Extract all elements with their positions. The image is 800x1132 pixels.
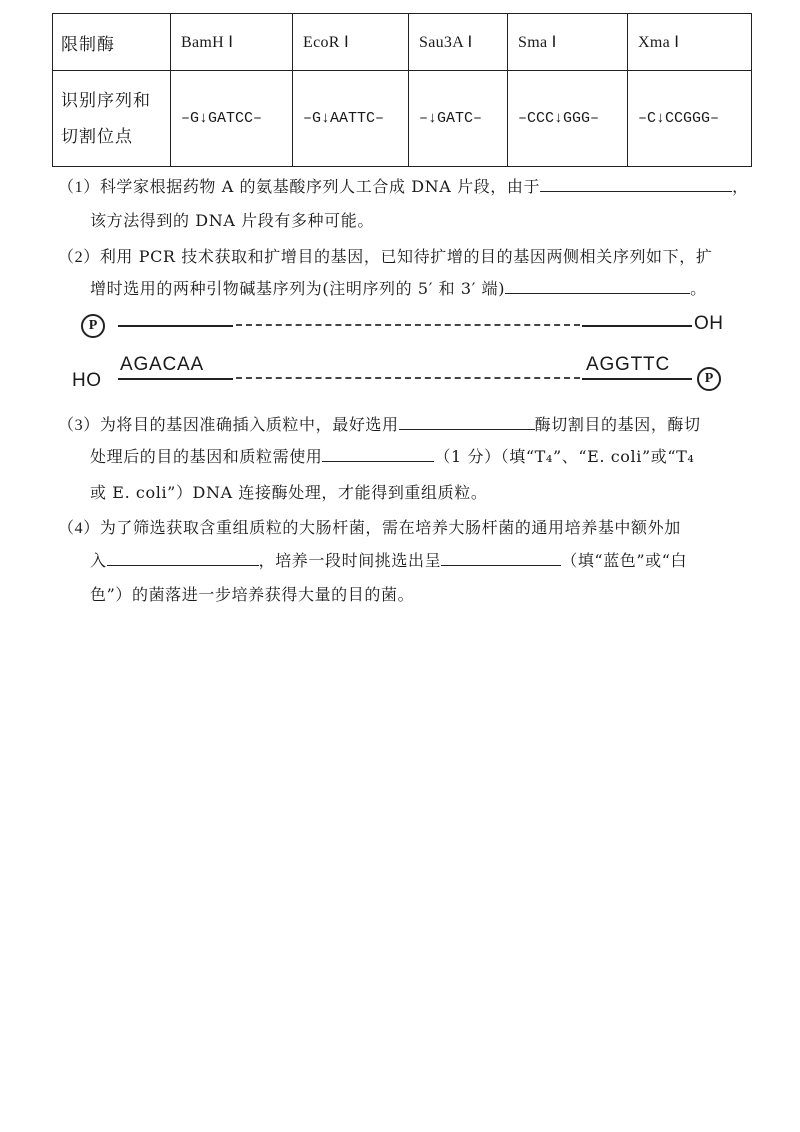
question-text: 科学家根据药物 A 的氨基酸序列人工合成 DNA 片段，由于 — [99, 177, 541, 196]
question-number: （1） — [58, 179, 100, 196]
answer-blank[interactable] — [322, 446, 434, 462]
question-number: （3） — [58, 417, 100, 434]
question-text: 。 — [690, 279, 707, 298]
cut-site-cell: –↓GATC– — [409, 71, 508, 167]
question-3-line-3: 或 E. coli”）DNA 连接酶处理，才能得到重组质粒。 — [90, 483, 488, 502]
enzyme-name-cell: BamH Ⅰ — [171, 14, 293, 71]
strand-solid-segment — [118, 325, 233, 327]
dna-strand-diagram — [0, 300, 800, 410]
strand-dashed-segment — [236, 377, 580, 379]
question-3-line-1 — [58, 414, 758, 437]
question-text: ， — [732, 177, 749, 196]
enzyme-name-cell: EcoR Ⅰ — [293, 14, 409, 71]
question-2-line-2 — [90, 278, 755, 300]
oh-end-label: OH — [694, 313, 724, 334]
question-4-line-3: 色”）的菌落进一步培养获得大量的目的菌。 — [90, 585, 415, 604]
ho-end-label: HO — [72, 370, 102, 391]
right-flank-sequence: AGGTTC — [586, 354, 670, 375]
answer-blank[interactable] — [399, 414, 535, 430]
question-text: 利用 PCR 技术获取和扩增目的基因，已知待扩增的目的基因两侧相关序列如下，扩 — [99, 247, 713, 266]
phosphate-icon: P — [81, 314, 105, 338]
row-label-line: 切割位点 — [61, 126, 133, 147]
table-header-cell: 限制酶 — [53, 14, 171, 71]
phosphate-icon: P — [697, 367, 721, 391]
cut-site-cell: –G↓AATTC– — [293, 71, 409, 167]
question-4-line-2 — [90, 550, 755, 572]
question-text: 处理后的目的基因和质粒需使用 — [90, 447, 323, 466]
row-label-line: 识别序列和 — [61, 90, 151, 111]
answer-blank[interactable] — [441, 550, 561, 566]
answer-blank[interactable] — [540, 176, 732, 192]
question-text: 酶切割目的基因，酶切 — [534, 415, 701, 434]
question-text: 为了筛选获取含重组质粒的大肠杆菌，需在培养大肠杆菌的通用培养基中额外加 — [99, 518, 681, 537]
question-text: （填“蓝色”或“白 — [561, 551, 688, 570]
question-text: 入 — [90, 551, 107, 570]
cut-site-cell: –CCC↓GGG– — [508, 71, 628, 167]
question-2-line-1 — [58, 246, 758, 269]
cut-site-cell: –G↓GATCC– — [171, 71, 293, 167]
question-text: ，培养一段时间挑选出呈 — [258, 551, 442, 570]
table-row-enzyme-names — [53, 14, 752, 71]
question-number: （2） — [58, 249, 100, 266]
table-row-recognition-sites — [53, 71, 752, 167]
question-1-line-1 — [58, 176, 758, 199]
answer-blank[interactable] — [505, 278, 690, 294]
question-3-line-2 — [90, 446, 755, 468]
question-1-line-2: 该方法得到的 DNA 片段有多种可能。 — [90, 211, 374, 230]
question-text: 为将目的基因准确插入质粒中，最好选用 — [99, 415, 399, 434]
strand-solid-segment — [582, 378, 692, 380]
question-text: 增时选用的两种引物碱基序列为(注明序列的 5′ 和 3′ 端) — [90, 279, 506, 298]
question-text: （1 分）（填“T₄”、“E. coli”或“T₄ — [434, 447, 695, 466]
question-number: （4） — [58, 520, 100, 537]
table-row-label-cell — [53, 71, 171, 167]
enzyme-name-cell: Sau3A Ⅰ — [409, 14, 508, 71]
answer-blank[interactable] — [107, 550, 259, 566]
left-flank-sequence: AGACAA — [120, 354, 204, 375]
enzyme-name-cell: Sma Ⅰ — [508, 14, 628, 71]
strand-solid-segment — [118, 378, 233, 380]
restriction-enzyme-table — [52, 13, 752, 167]
strand-solid-segment — [582, 325, 692, 327]
cut-site-cell: –C↓CCGGG– — [628, 71, 752, 167]
enzyme-name-cell: Xma Ⅰ — [628, 14, 752, 71]
question-4-line-1 — [58, 517, 758, 540]
strand-dashed-segment — [236, 324, 580, 326]
